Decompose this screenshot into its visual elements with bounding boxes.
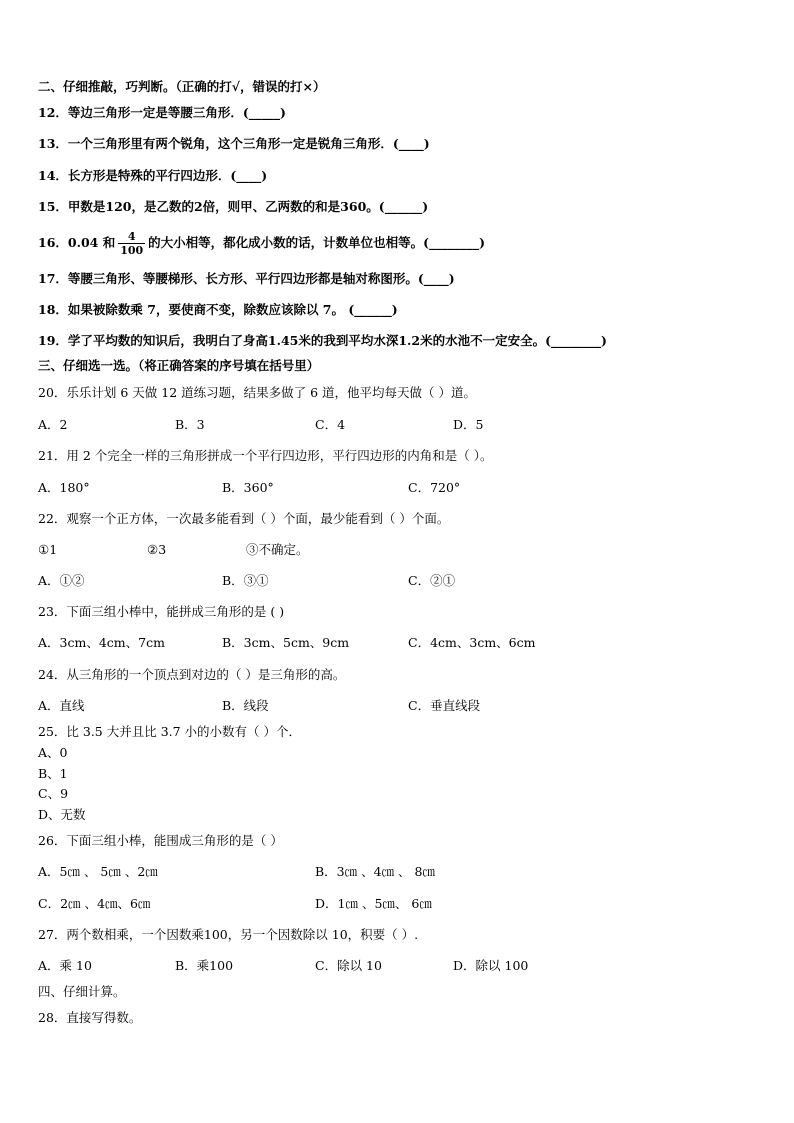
fraction [118,230,145,257]
question-19: 19．学了平均数的知识后，我明白了身高1.45米的我到平均水深1.2米的水池不一定安全。(________) [38,333,607,348]
q20-option-c: C．4 [315,417,346,432]
question-13: 13．一个三角形里有两个锐角，这个三角形一定是锐角三角形．(____) [38,136,430,151]
q24-option-a: A．直线 [38,698,85,713]
q23-option-a: A．3cm、4cm、7cm [38,635,165,650]
q26-option-a: A．5㎝ 、 5㎝ 、2㎝ [38,864,158,879]
question-26: 26．下面三组小棒，能围成三角形的是（ ） [38,833,283,848]
section-4-heading: 四、仔细计算。 [38,984,126,999]
question-20: 20．乐乐计划 6 天做 12 道练习题，结果多做了 6 道，他平均每天做（ ）道。 [38,385,477,400]
q23-option-c: C．4cm、3cm、6cm [408,635,536,650]
question-16-after: 的大小相等，都化成小数的话，计数单位也相等。(________) [148,235,486,250]
q21-option-b: B．360° [222,480,274,495]
q26-option-b: B．3㎝ 、4㎝ 、 8㎝ [315,864,435,879]
question-17: 17．等腰三角形、等腰梯形、长方形、平行四边形都是轴对称图形。(____) [38,271,455,286]
q21-option-c: C．720° [408,480,461,495]
q25-option-a: A、0 [38,745,68,760]
q22-option-b: B．③① [222,573,269,588]
q27-option-b: B．乘100 [175,958,234,973]
q20-option-a: A．2 [38,417,68,432]
q25-option-b: B、1 [38,766,68,781]
q22-option-c: C．②① [408,573,456,588]
question-21: 21．用 2 个完全一样的三角形拼成一个平行四边形，平行四边形的内角和是（ ）。 [38,448,493,463]
q24-option-b: B．线段 [222,698,269,713]
q24-option-c: C．垂直线段 [408,698,481,713]
fraction-numerator: 4 [118,230,145,244]
question-16 [38,228,485,258]
question-28: 28．直接写得数。 [38,1010,142,1025]
q23-option-b: B．3cm、5cm、9cm [222,635,350,650]
q25-option-c: C、9 [38,786,69,801]
section-3-heading: 三、仔细选一选。（将正确答案的序号填在括号里） [38,358,320,373]
question-16-before: 16．0.04 和 [38,235,116,250]
question-24: 24．从三角形的一个顶点到对边的（ ）是三角形的高。 [38,667,346,682]
q26-option-d: D．1㎝ 、5㎝、 6㎝ [315,896,432,911]
question-18: 18．如果被除数乘 7，要使商不变，除数应该除以 7。 (______) [38,302,398,317]
question-12: 12．等边三角形一定是等腰三角形．(_____) [38,105,286,120]
q27-option-c: C．除以 10 [315,958,382,973]
q27-option-a: A．乘 10 [38,958,92,973]
q22-statement-1: ①1 [38,542,58,557]
section-2-heading: 二、仔细推敲，巧判断。（正确的打√，错误的打×） [38,79,326,94]
q22-option-a: A．①② [38,573,85,588]
question-27: 27．两个数相乘，一个因数乘100，另一个因数除以 10，积要（ ）. [38,927,419,942]
q22-statement-3: ③不确定。 [246,542,309,557]
q20-option-b: B．3 [175,417,205,432]
q25-option-d: D、无数 [38,807,86,822]
question-22: 22．观察一个正方体，一次最多能看到（ ）个面，最少能看到（ ）个面。 [38,511,450,526]
q26-option-c: C．2㎝ 、4㎝、6㎝ [38,896,151,911]
q27-option-d: D．除以 100 [453,958,529,973]
question-23: 23．下面三组小棒中，能拼成三角形的是 ( ) [38,604,285,619]
q22-statement-2: ②3 [147,542,167,557]
question-14: 14．长方形是特殊的平行四边形．(____) [38,168,268,183]
question-25: 25．比 3.5 大并且比 3.7 小的小数有（ ）个． [38,724,302,739]
q20-option-d: D．5 [453,417,484,432]
fraction-denominator: 100 [120,244,144,257]
question-15: 15．甲数是120，是乙数的2倍，则甲、乙两数的和是360。(______) [38,199,429,214]
q21-option-a: A．180° [38,480,90,495]
